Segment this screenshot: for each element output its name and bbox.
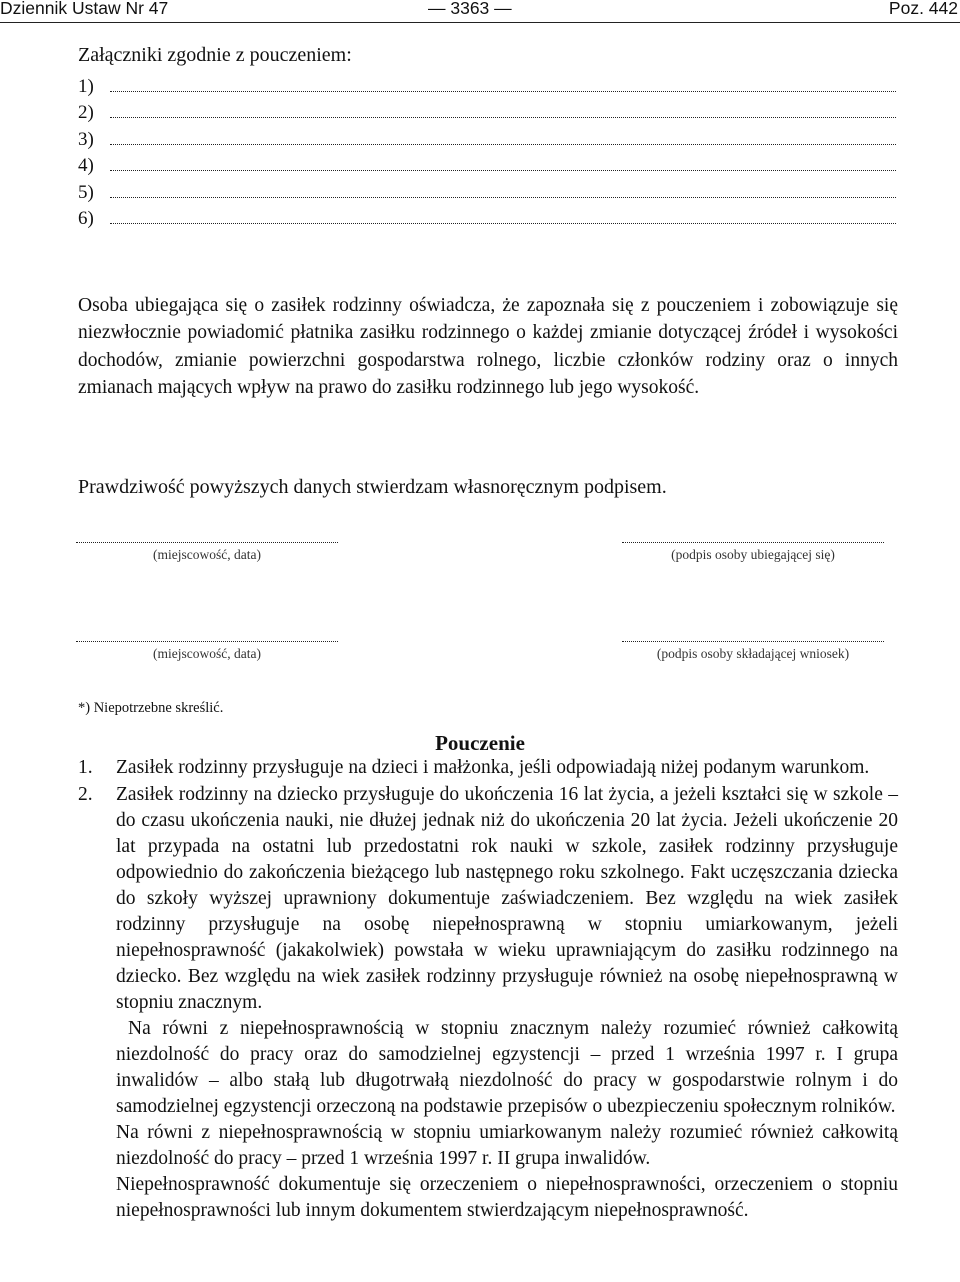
instruction-number: 2. — [78, 784, 93, 805]
attachments-list — [78, 76, 896, 234]
attachment-row[interactable] — [78, 102, 896, 128]
journal-title: Dziennik Ustaw Nr 47 — [0, 0, 169, 18]
place-date-caption: (miejscowość, data) — [153, 646, 261, 661]
attachment-row[interactable] — [78, 208, 896, 234]
attachment-number: 4) — [78, 155, 94, 177]
signature-block-submitter[interactable] — [618, 629, 888, 662]
page-number: — 3363 — — [428, 0, 512, 18]
attachment-number: 6) — [78, 207, 94, 229]
instructions-title: Pouczenie — [435, 731, 525, 755]
confirmation-statement: Prawdziwość powyższych danych stwierdzam własnoręcznym podpisem. — [78, 476, 667, 498]
instruction-paragraph-moderate-disability: Na równi z niepełnosprawnością w stopniu umiarkowanym należy rozumieć również całkowitą niezdolność do pracy – przed 1 września 1997 r. II grupa inwalidów. — [116, 1122, 898, 1169]
instruction-text: Zasiłek rodzinny przysługuje na dzieci i małżonka, jeśli odpowiadają niżej podanym warunkom. — [116, 757, 870, 778]
position-number: Poz. 442 — [888, 0, 958, 18]
applicant-declaration: Osoba ubiegająca się o zasiłek rodzinny oświadcza, że zapoznała się z pouczeniem i zobowiązuje się niezwłocznie powiadomić płatnika zasiłku rodzinnego o każdej zmianie dotyczącej źródeł i wysokości dochodów, zmianie powierzchni gospodarstwa rolnego, liczbie członków rodziny oraz o innych zmianach mających wpływ na prawo do zasiłku rodzinnego lub jego wysokość. — [78, 295, 898, 398]
instruction-number: 1. — [78, 757, 93, 778]
signature-block-place-date-1[interactable] — [72, 530, 342, 563]
attachment-fill-line[interactable] — [110, 155, 896, 171]
attachment-number: 5) — [78, 181, 94, 203]
applicant-signature-caption: (podpis osoby ubiegającej się) — [671, 547, 835, 562]
page-header — [0, 0, 960, 20]
applicant-signature-fill-line[interactable] — [622, 530, 884, 543]
header-rule — [0, 22, 960, 23]
attachment-row[interactable] — [78, 155, 896, 181]
attachment-fill-line[interactable] — [110, 102, 896, 118]
attachment-fill-line[interactable] — [110, 182, 896, 198]
instruction-item — [78, 782, 898, 1016]
attachment-row[interactable] — [78, 76, 896, 102]
instruction-item — [78, 755, 898, 781]
instruction-paragraph-documentation: Niepełnosprawność dokumentuje się orzeczeniem o niepełnosprawności, orzeczeniem o stopniu niepełnosprawności lub innym dokumentem stwierdzającym niepełnosprawność. — [116, 1174, 898, 1221]
attachment-row[interactable] — [78, 129, 896, 155]
attachment-fill-line[interactable] — [110, 76, 896, 92]
submitter-signature-fill-line[interactable] — [622, 629, 884, 642]
submitter-signature-caption: (podpis osoby składającej wniosek) — [656, 646, 850, 661]
attachments-title: Załączniki zgodnie z pouczeniem: — [78, 44, 352, 66]
signature-block-place-date-2[interactable] — [72, 629, 342, 662]
place-date-caption: (miejscowość, data) — [153, 547, 261, 562]
instruction-paragraph-significant-disability: Na równi z niepełnosprawnością w stopniu znacznym należy rozumieć również całkowitą niezdolność do pracy oraz do samodzielnej egzystencji – przed 1 września 1997 r. I grupa inwalidów – albo stałą lub długotrwałą niezdolność do pracy w gospodarstwie rolnym i do samodzielnej egzystencji orzeczoną na podstawie przepisów o ubezpieczeniu społecznym rolników. — [116, 1018, 898, 1117]
attachment-number: 1) — [78, 76, 94, 97]
attachment-row[interactable] — [78, 182, 896, 208]
attachment-number: 3) — [78, 128, 94, 150]
place-date-fill-line[interactable] — [76, 629, 338, 642]
signature-block-applicant[interactable] — [618, 530, 888, 563]
instructions-body — [78, 755, 898, 1224]
footnote: *) Niepotrzebne skreślić. — [78, 700, 224, 716]
place-date-fill-line[interactable] — [76, 530, 338, 543]
attachment-fill-line[interactable] — [110, 208, 896, 224]
attachment-number: 2) — [78, 102, 94, 124]
instruction-text: Zasiłek rodzinny na dziecko przysługuje do ukończenia 16 lat życia, a jeżeli kształci się w szkole – do czasu ukończenia nauki, nie dłużej jednak niż do ukończenia 20 lat życia. Jeżeli ukończenie 20 lat przypada na ostatni lub przedostatni rok nauki w szkole, zasiłek rodzinny przysługuje odpowiednio do zakończenia bieżącego lub następnego roku szkolnego. Fakt uczęszczania dziecka do szkoły wyższej uprawniony dokumentuje zaświadczeniem. Bez względu na wiek zasiłek rodzinny przysługuje na osobę niepełnosprawną w stopniu umiarkowanym, jeżeli niepełnosprawność (jakakolwiek) powstała w wieku uprawniającym do zasiłku rodzinnego na dziecko. Bez względu na wiek zasiłek rodzinny przysługuje również na osobę niepełnosprawną w stopniu znacznym. — [116, 784, 898, 1013]
attachment-fill-line[interactable] — [110, 129, 896, 145]
